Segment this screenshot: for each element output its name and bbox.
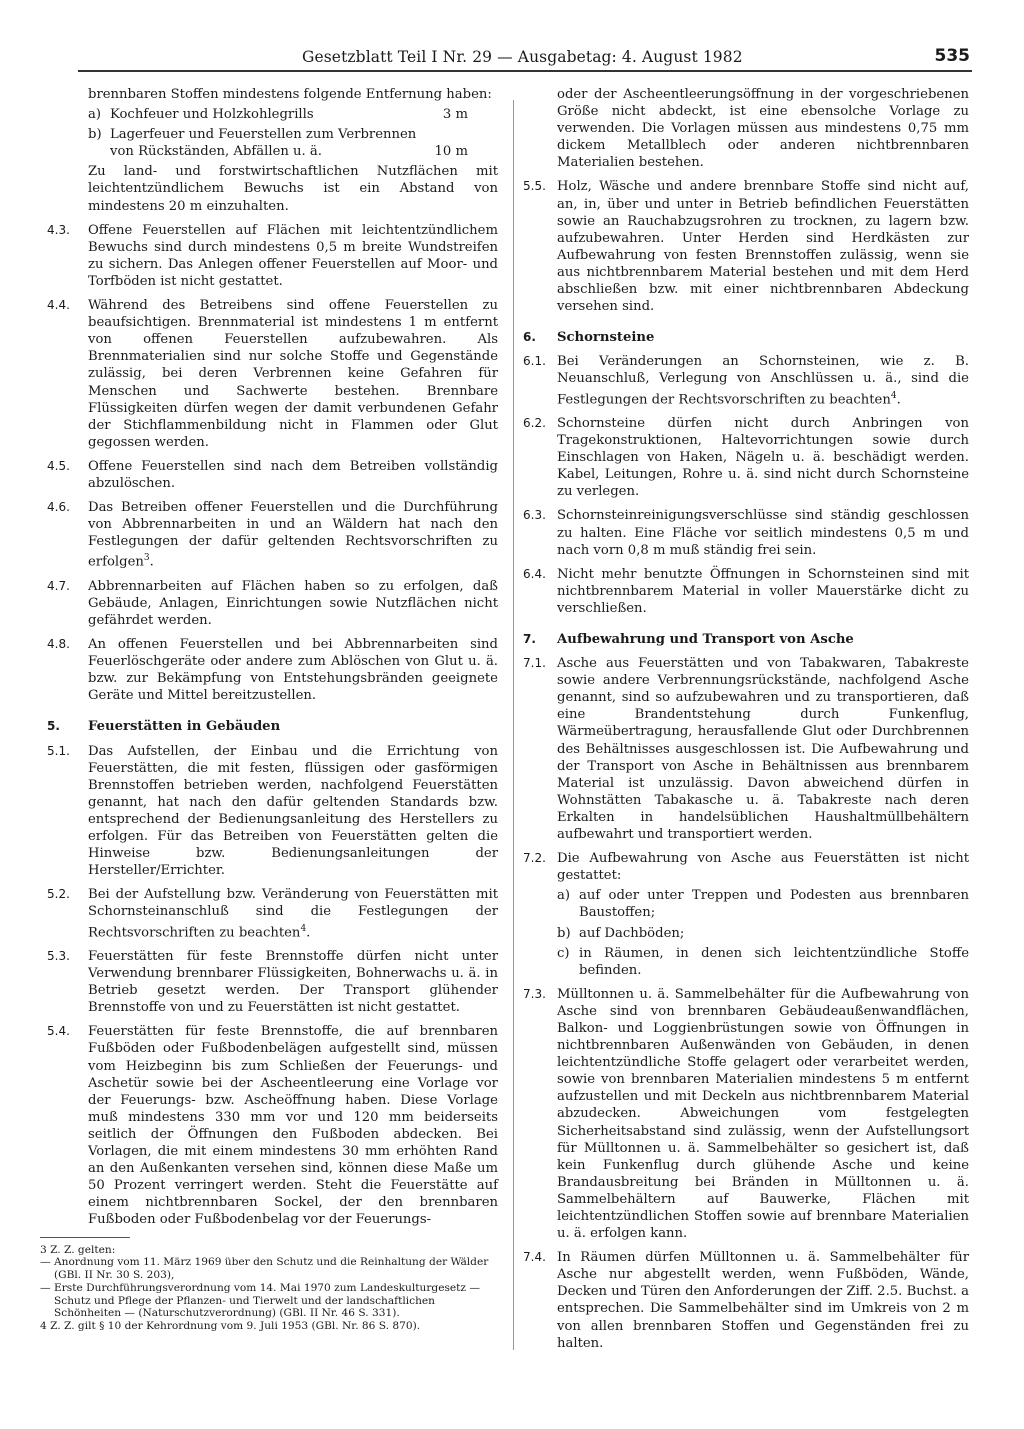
section-7-1 [521,655,969,843]
section-number: 5. [47,719,60,734]
sentence-end: . [306,924,311,940]
footnote-ref: 4 [300,923,307,934]
section-4-7 [40,578,498,629]
section-number: 5.4. [47,1024,70,1039]
section-text: Das Aufstellen, der Einbau und die Errichtung von Feuerstätten, die mit festen, flüssigen oder gasförmigen Brennstoffen betrieben werden, nachfolgend Feuerstätten genannt, hat nach den dafür geltenden Standards bzw. entsprechend der Bedienungsanleitung des Herstellers zu erfolgen. Für das Betreiben von Feuerstätten gelten die Hinweise bzw. Bedienungsanleitungen der Hersteller/Errichter. [88,743,498,879]
section-number: 6.3. [523,508,546,523]
section-4-4 [40,297,498,451]
section-number: 5.2. [47,887,70,902]
section-text: Während des Betreibens sind offene Feuerstellen zu beaufsichtigen. Brennmaterial ist mindestens 1 m entfernt von offenen Feuerstellen aufzubewahren. Als Brennmaterialien sind nur solche Stoffe und Gegenstände zulässig, bei deren Verbrennen keine Gefahren für Menschen und Sachwerte bestehen. Brennbare Flüssigkeiten dürfen wegen der damit verbundenen Gefahr der Stichflammenbildung nicht in Flammen oder Glut gegossen werden. [88,298,498,450]
section-number: 5.3. [47,949,70,963]
section-text: Mülltonnen u. ä. Sammelbehälter für die Aufbewahrung von Asche sind von brennbaren Gebäudeaußenwandflächen, Balkon- und Loggienbrüstungen sowie von Öffnungen in nichtbrennbaren Außenwänden von Gebäuden, in denen leichtentzündliche Stoffe gelagert oder verarbeitet werden, sowie von brennbaren Materialien mindestens 5 m entfernt aufzustellen und mit Deckeln aus nichtbrennbarem Material abzudecken. Abweichungen vom festgelegten Sicherheitsabstand sind zulässig, wenn der Aufstellungsort für Mülltonnen u. ä. Sammelbehälter so gesichert ist, daß kein Funkenflug durch glühende Asche und keine Brandausbreitung bei Bränden in Mülltonnen u. ä. Sammelbehältern auf Bauwerke, Flächen mit leichtentzündlichen Stoffen sowie auf brennbare Materialien u. ä. erfolgen kann. [557,986,969,1242]
section-number: 7.3. [523,986,546,1001]
section-number: 7. [523,632,536,647]
distance-b-value: 10 m [434,144,468,160]
distance-b-text-1: Lagerfeuer und Feuerstellen zum Verbrennen [110,127,417,143]
section-text: Nicht mehr benutzte Öffnungen in Schornsteinen sind mit nichtbrennbarem Material in voller Mauerstärke dicht zu verschließen. [557,566,969,616]
item-text: auf Dachböden; [579,925,685,941]
section-text: Abbrennarbeiten auf Flächen haben so zu erfolgen, daß Gebäude, Anlagen, Einrichtungen sowie Nutzflächen nicht gefährdet werden. [88,578,498,629]
section-text: Feuerstätten für feste Brennstoffe, die auf brennbaren Fußböden oder Fußbodenbelägen aufgestellt sind, müssen vom Heizbeginn bis zum Schließen der Feuerungs- und Aschetür sowie bei der Ascheentleerung eine Vorlage vor der Feuerungs- bzw. Ascheöffnung haben. Diese Vorlage muß mindestens 330 mm vor und 120 mm beiderseits seitlich der Öffnungen den Fußboden abdecken. Bei Vorlagen, die mit einem mindestens 30 mm erhöhten Rand an den Außenkanten versehen sind, können diese Maße um 50 Prozent verringert werden. Steht die Feuerstätte auf einem nichtbrennbaren Sockel, der den brennbaren Fußboden oder Fußbodenbelag vor der Feuerungs- [88,1024,498,1228]
section-heading: Aufbewahrung und Transport von Asche [557,632,854,648]
footnotes [40,1237,498,1334]
distance-item-b [88,126,498,160]
section-6-2 [521,415,969,500]
section-number: 7.4. [523,1250,546,1265]
section-text: Offene Feuerstellen sind nach dem Betreiben vollständig abzulöschen. [88,458,498,491]
distance-b-text-2: von Rückständen, Abfällen u. ä. [110,144,322,160]
section-heading: Feuerstätten in Gebäuden [88,719,281,735]
item-text: auf oder unter Treppen und Podesten aus brennbaren Baustoffen; [579,888,969,921]
section-number: 4.5. [47,458,70,473]
section-number: 4.4. [47,298,70,313]
section-number: 4.8. [47,637,70,652]
page-number: 535 [934,46,970,66]
column-divider [513,100,514,1350]
section-number: 4.3. [47,222,70,237]
section-text: Feuerstätten für feste Brennstoffe dürfen nicht unter Verwendung brennbarer Flüssigkeiten, Bohnerwachs u. ä. in Betrieb gesetzt werden. Der Transport glühender Brennstoffe von und zu Feuerstätten ist nicht gestattet. [88,949,498,1016]
item-label: a) [88,107,102,123]
list-item [557,925,969,942]
header-rule [78,70,972,72]
footnote-3-item [40,1256,498,1282]
section-number: 5.1. [47,743,70,758]
section-4-5 [40,458,498,492]
section-text: Schornsteine dürfen nicht durch Anbringen von Tragekonstruktionen, Haltevorrichtungen sowie durch Einschlagen von Haken, Nägeln u. ä. beschädigt werden. Kabel, Leitungen, Rohre u. ä. sind nicht durch Schornsteine zu verlegen. [557,415,969,500]
section-4-3 [40,222,498,290]
section-text: Schornsteinreinigungsverschlüsse sind ständig geschlossen zu halten. Eine Fläche vor seitlich mindestens 0,5 m und nach vorn 0,8 m muß ständig frei sein. [557,508,969,558]
section-6-4 [521,566,969,617]
section-7-4 [521,1249,969,1352]
footnote-4: 4 Z. Z. gilt § 10 der Kehrordnung vom 9. Juli 1953 (GBl. Nr. 86 S. 870). [40,1320,421,1333]
footnote-text: Anordnung vom 11. März 1969 über den Schutz und die Reinhaltung der Wälder (GBl. II Nr. 30 S. 203), [54,1256,489,1282]
list-item [557,945,969,979]
section-7-heading [521,631,969,648]
section-number: 6.1. [523,354,546,369]
section-6-heading [521,329,969,346]
section-5-1 [40,743,498,880]
section-5-heading [40,718,498,735]
left-column [40,86,498,1333]
footnote-rule [40,1237,130,1238]
section-text: Bei Veränderungen an Schornsteinen, wie z. B. Neuanschluß, Verlegung von Anschlüssen u. ä., sind die Festlegungen der Rechtsvorschriften zu beachten [557,354,969,407]
section-5-3 [40,948,498,1016]
section-number: 7.2. [523,851,546,866]
section-text: Bei der Aufstellung bzw. Veränderung von Feuerstätten mit Schornsteinanschluß sind die Festlegungen der Rechtsvorschriften zu beachten [88,887,498,940]
item-text: in Räumen, in denen sich leichtentzündliche Stoffe befinden. [579,945,969,978]
section-text: Das Betreiben offener Feuerstellen und die Durchführung von Abbrennarbeiten in und an Wäldern hat nach den Festlegungen der dafür geltenden Rechtsvorschriften zu erfolgen [88,500,498,570]
section-number: 6.4. [523,566,546,581]
distance-a-text: Kochfeuer und Holzkohlegrills [110,107,314,123]
list-item [557,887,969,921]
item-label: b) [557,925,571,941]
footnote-3-heading: 3 Z. Z. gelten: [40,1243,116,1256]
distance-intro: brennbaren Stoffen mindestens folgende Entfernung haben: [88,87,492,102]
right-column [521,86,969,1359]
page-header [40,44,970,70]
section-5-2 [40,886,498,941]
section-number: 6.2. [523,415,546,430]
footnote-text: Erste Durchführungsverordnung vom 14. Mai 1970 zum Landeskulturgesetz — Schutz und Pflege der Pflanzen- und Tierwelt und der landschaftlichen Schönheiten — (Naturschutzverordnung) (GBl. II Nr. 46 S. 331). [54,1281,480,1320]
section-number: 7.1. [523,656,546,671]
section-4-6 [40,499,498,571]
section-text: Asche aus Feuerstätten und von Tabakwaren, Tabakreste sowie andere Verbrennungsrückstände, nachfolgend Asche genannt, sind so aufzubewahren und zu transportieren, daß eine Brandentstehung durch Funkenflug, Wärmeübertragung, herausfallende Glut oder Durchbrennen des Behältnisses ausgeschlossen ist. Die Aufbewahrung und der Transport von Asche in Behältnissen aus brennbarem Material ist unzulässig. Davon abweichend dürfen in Wohnstätten Tabakasche u. ä. Tabakreste nach deren Erkalten in handelsüblichen Haushaltmüllbehältern aufbewahrt und transportiert werden. [557,656,969,843]
header-title: Gesetzblatt Teil I Nr. 29 — Ausgabetag: 4. August 1982 [302,48,743,66]
section-text: An offenen Feuerstellen und bei Abbrennarbeiten sind Feuerlöschgeräte oder andere zum Ablöschen von Glut u. ä. bzw. zur Bekämpfung von Entstehungsbränden geeignete Geräte und Mittel bereitzustellen. [88,637,498,704]
sentence-end: . [896,391,901,407]
section-7-2 [521,850,969,979]
section-6-1 [521,353,969,408]
dash: — [40,1281,51,1294]
distance-item-a [88,106,498,123]
section-4-8 [40,636,498,704]
item-label: c) [557,945,570,961]
footnote-3-item [40,1282,498,1320]
section-text: oder der Ascheentleerungsöffnung in der vorgeschriebenen Größe nicht abdeckt, ist eine ebensolche Vorlage zu verwenden. Die Vorlagen müssen aus mindestens 0,75 mm dickem Metallblech oder anderen nichtbrennbaren Materialien bestehen. [557,87,969,171]
sentence-end: . [149,554,154,570]
section-7-3 [521,986,969,1242]
section-text: Offene Feuerstellen auf Flächen mit leichtentzündlichem Bewuchs sind durch mindestens 0,5 m breite Wundstreifen zu sichern. Das Anlegen offener Feuerstellen auf Moor- und Torfböden ist nicht gestattet. [88,222,498,289]
section-number: 4.7. [47,578,70,593]
section-4-2-continued [40,86,498,215]
land-forest-clause: Zu land- und forstwirtschaftlichen Nutzflächen mit leichtentzündlichem Bewuchs ist ein Abstand von mindestens 20 m einzuhalten. [88,164,498,214]
section-6-3 [521,507,969,558]
footnote-ref: 4 [890,390,897,401]
section-text: In Räumen dürfen Mülltonnen u. ä. Sammelbehälter für Asche nur abgestellt werden, wenn Fußböden, Wände, Decken und Türen den Anforderungen der Ziff. 2.5. Buchst. a entsprechen. Die Sammelbehälter sind im Umkreis von 2 m von allen brennbaren Stoffen und Gegenständen frei zu halten. [557,1250,969,1351]
section-number: 4.6. [47,500,70,515]
distance-a-value: 3 m [442,107,468,123]
section-text: Die Aufbewahrung von Asche aus Feuerstätten ist nicht gestattet: [557,851,969,884]
item-label: a) [557,888,571,904]
item-label: b) [88,127,102,143]
section-5-4-continued [521,86,969,171]
section-number: 6. [523,330,536,345]
section-text: Holz, Wäsche und andere brennbare Stoffe sind nicht auf, an, in, über und unter in Betrieb befindlichen Feuerstätten sowie an Rauchabzugsrohren zu trocknen, zu lagern bzw. aufzubewahren. Unter Herden sind Herdkästen zur Aufbewahrung von festen Brennstoffen zulässig, wenn sie aus nichtbrennbarem Material bestehen und mit dem Herd abschließen bzw. mit einer nichtbrennbaren Abdeckung versehen sind. [557,179,969,315]
section-heading: Schornsteine [557,330,655,346]
dash: — [40,1256,51,1269]
section-5-4 [40,1023,498,1228]
section-5-5 [521,178,969,315]
section-number: 5.5. [523,179,546,194]
footnote-ref: 3 [143,553,150,564]
